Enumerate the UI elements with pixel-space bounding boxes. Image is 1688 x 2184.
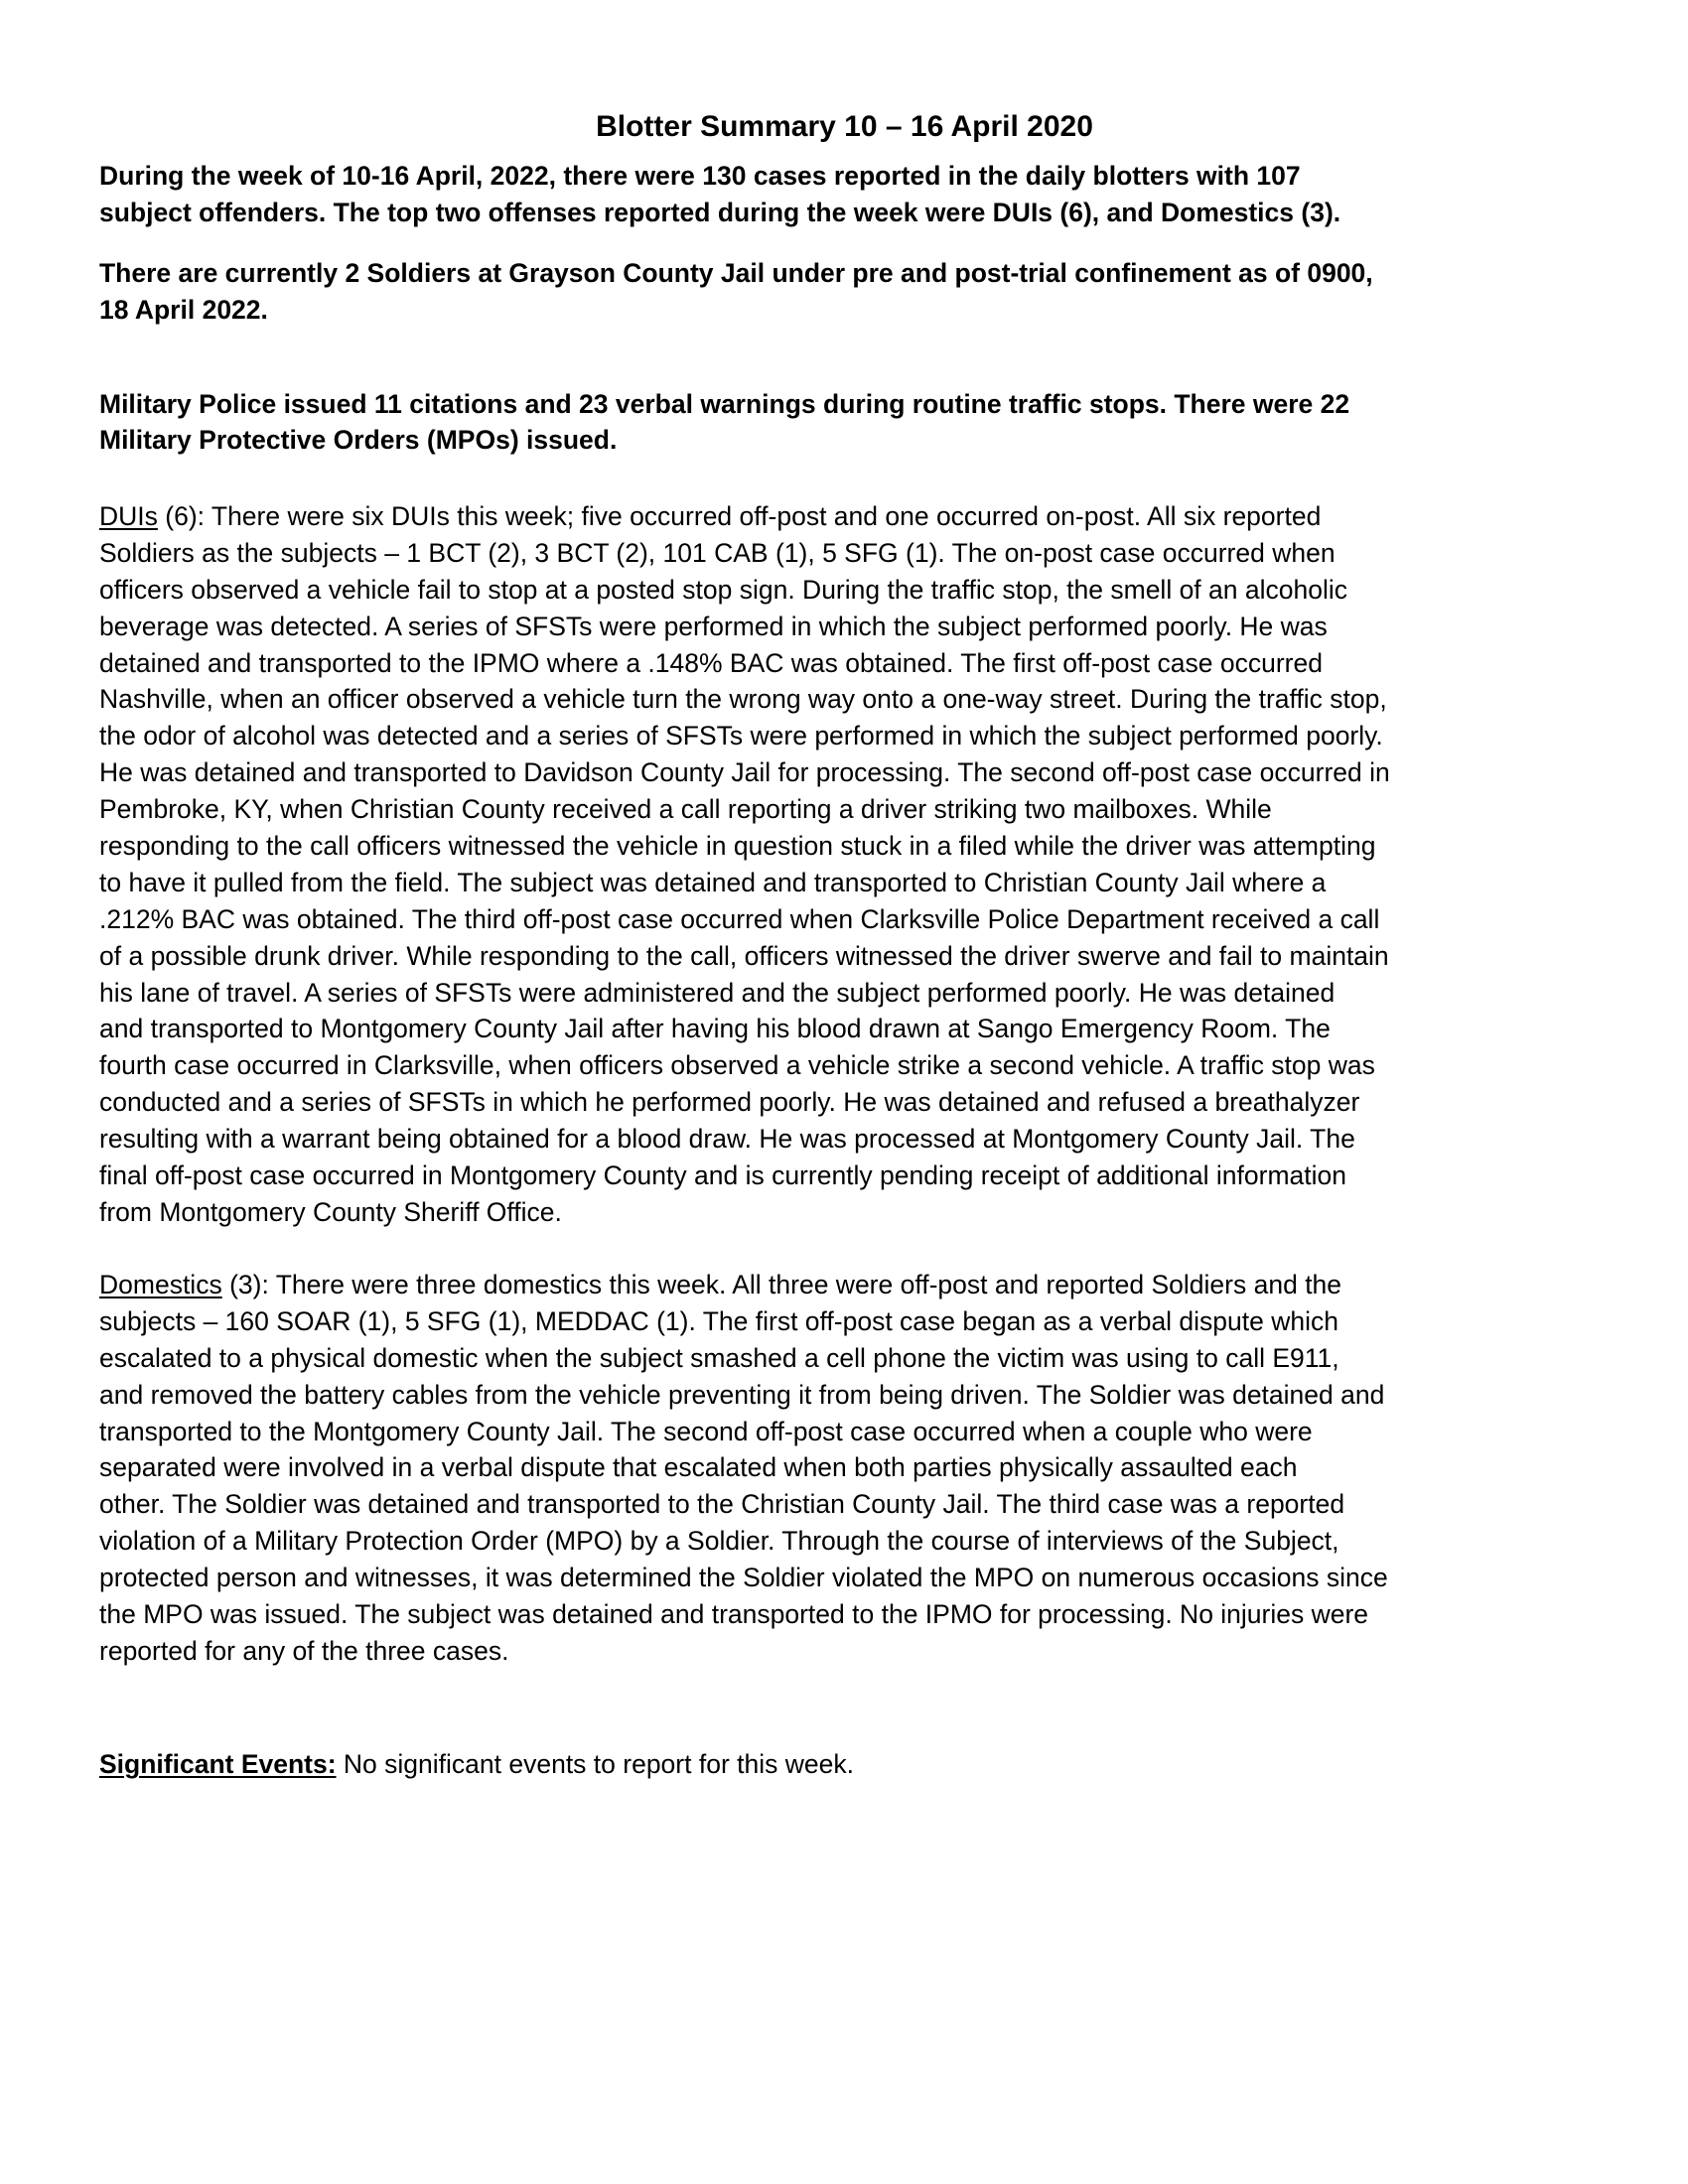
significant-events-heading: Significant Events: <box>99 1749 337 1779</box>
duis-line: from Montgomery County Sheriff Office. <box>99 1196 562 1227</box>
confinement-paragraph <box>99 255 1628 329</box>
domestics-line: separated were involved in a verbal dispute that escalated when both parties physically assaulted each <box>99 1452 1298 1483</box>
duis-line: Pembroke, KY, when Christian County received a call reporting a driver striking two mailboxes. While <box>99 794 1272 825</box>
summary-paragraph <box>99 158 1628 231</box>
page-title <box>0 109 1688 145</box>
summary-line: During the week of 10-16 April, 2022, there were 130 cases reported in the daily blotters with 107 <box>99 161 1301 191</box>
domestics-first-line <box>99 1267 1628 1303</box>
duis-line: of a possible drunk driver. While responding to the call, officers witnessed the driver swerve and fail to maintain <box>99 940 1389 971</box>
significant-events-text: No significant events to report for this week. <box>336 1749 854 1779</box>
duis-line: Soldiers as the subjects – 1 BCT (2), 3 BCT (2), 101 CAB (1), 5 SFG (1). The on-post case occurred when <box>99 537 1336 568</box>
domestics-line: reported for any of the three cases. <box>99 1635 509 1666</box>
duis-line: to have it pulled from the field. The subject was detained and transported to Christian County Jail where a <box>99 867 1327 897</box>
domestics-line: violation of a Military Protection Order (MPO) by a Soldier. Through the course of interviews of the Subject, <box>99 1526 1339 1557</box>
domestics-paragraph <box>99 1267 1628 1670</box>
duis-line: conducted and a series of SFSTs in which he performed poorly. He was detained and refused a breathalyzer <box>99 1087 1360 1118</box>
traffic-line: Military Police issued 11 citations and 23 verbal warnings during routine traffic stops. There were 22 <box>99 389 1350 419</box>
duis-line: fourth case occurred in Clarksville, when officers observed a vehicle strike a second vehicle. A traffic stop was <box>99 1050 1375 1081</box>
domestics-line: and removed the battery cables from the vehicle preventing it from being driven. The Soldier was detained and <box>99 1379 1385 1410</box>
domestics-line: escalated to a physical domestic when the subject smashed a cell phone the victim was using to call E911, <box>99 1342 1339 1373</box>
duis-first-line <box>99 498 1628 535</box>
duis-line: beverage was detected. A series of SFSTs were performed in which the subject performed poorly. He was <box>99 611 1328 641</box>
significant-events-paragraph <box>99 1746 1628 1783</box>
duis-line: responding to the call officers witnessed the vehicle in question stuck in a filed while the driver was attempting <box>99 831 1376 862</box>
domestics-line: protected person and witnesses, it was determined the Soldier violated the MPO on numerous occasions since <box>99 1563 1388 1593</box>
domestics-first-line-text: (3): There were three domestics this week. All three were off-post and reported Soldiers and the <box>221 1270 1342 1299</box>
duis-line: Nashville, when an officer observed a vehicle turn the wrong way onto a one-way street. During the traffic stop, <box>99 684 1387 715</box>
duis-line: final off-post case occurred in Montgomery County and is currently pending receipt of additional information <box>99 1160 1346 1191</box>
domestics-line: the MPO was issued. The subject was detained and transported to the IPMO for processing. No injuries were <box>99 1599 1369 1630</box>
confinement-line: 18 April 2022. <box>99 294 268 325</box>
page-title-text: Blotter Summary 10 – 16 April 2020 <box>596 110 1093 143</box>
duis-line: and transported to Montgomery County Jail after having his blood drawn at Sango Emergency Room. The <box>99 1014 1331 1044</box>
duis-paragraph <box>99 498 1628 1231</box>
traffic-line: Military Protective Orders (MPOs) issued. <box>99 424 618 455</box>
duis-line: resulting with a warrant being obtained for a blood draw. He was processed at Montgomery County Jail. The <box>99 1124 1355 1155</box>
duis-line: .212% BAC was obtained. The third off-post case occurred when Clarksville Police Department received a call <box>99 903 1380 934</box>
duis-line: officers observed a vehicle fail to stop at a posted stop sign. During the traffic stop, the smell of an alcoholic <box>99 574 1347 605</box>
duis-line: He was detained and transported to Davidson County Jail for processing. The second off-post case occurred in <box>99 757 1390 788</box>
duis-first-line-text: (6): There were six DUIs this week; five occurred off-post and one occurred on-post. All six reported <box>157 501 1322 531</box>
significant-events-line <box>99 1746 1628 1783</box>
duis-heading: DUIs <box>99 501 158 531</box>
domestics-line: other. The Soldier was detained and transported to the Christian County Jail. The third case was a reported <box>99 1489 1345 1520</box>
traffic-paragraph <box>99 387 1628 458</box>
summary-line: subject offenders. The top two offenses reported during the week were DUIs (6), and Domestics (3). <box>99 197 1341 227</box>
confinement-line: There are currently 2 Soldiers at Grayson County Jail under pre and post-trial confinement as of 0900, <box>99 258 1373 288</box>
duis-line: his lane of travel. A series of SFSTs were administered and the subject performed poorly. He was detained <box>99 977 1336 1008</box>
domestics-heading: Domestics <box>99 1270 222 1299</box>
domestics-line: subjects – 160 SOAR (1), 5 SFG (1), MEDDAC (1). The first off-post case began as a verbal dispute which <box>99 1305 1338 1336</box>
duis-line: detained and transported to the IPMO where a .148% BAC was obtained. The first off-post case occurred <box>99 647 1323 678</box>
duis-line: the odor of alcohol was detected and a series of SFSTs were performed in which the subject performed poorly. <box>99 721 1383 751</box>
domestics-line: transported to the Montgomery County Jail. The second off-post case occurred when a couple who were <box>99 1416 1313 1446</box>
